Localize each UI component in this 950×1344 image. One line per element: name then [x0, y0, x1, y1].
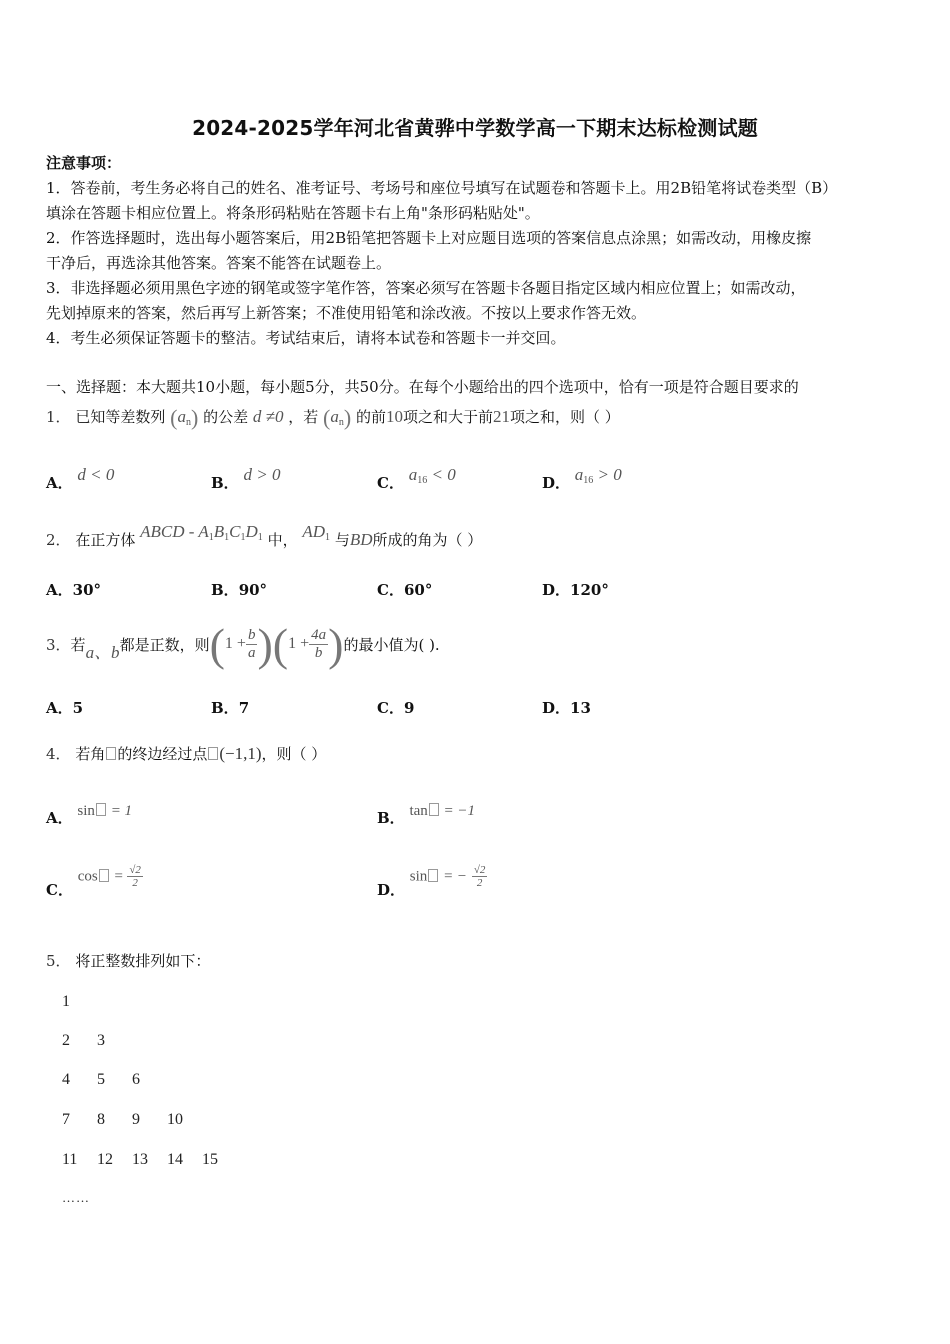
missing-glyph-icon: [106, 747, 116, 760]
question-number: 1．: [46, 408, 71, 426]
question-number: 4．: [46, 745, 71, 763]
option-b[interactable]: B．90°: [211, 581, 268, 599]
missing-glyph-icon: [208, 747, 218, 760]
option-a[interactable]: A． sin = 1: [46, 803, 133, 827]
missing-glyph-icon: [428, 869, 438, 882]
notice-line: 2．作答选择题时，选出每小题答案后，用2B铅笔把答题卡上对应题目选项的答案信息点涂黑；如需改动，用橡皮擦: [46, 229, 812, 247]
option-d[interactable]: D． $a_{16} > 0$: [542, 465, 622, 492]
fraction-b-over-a: $\frac{b}{a}$: [247, 626, 256, 661]
notice-line: 填涂在答题卡相应位置上。将条形码粘贴在答题卡右上角"条形码粘贴处"。: [46, 204, 540, 222]
question-2: 2． 在正方体 ABCD - $A_1B_1C_1D_1$ 中， $AD_1$ 与BD所成的角为（ ）: [46, 522, 483, 549]
option-d[interactable]: D． sin = − $\frac{√2}{2}$: [377, 864, 486, 899]
question-number: 2．: [46, 531, 71, 549]
notice-line: 干净后，再选涂其他答案。答案不能答在试题卷上。: [46, 254, 392, 272]
notice-heading: 注意事项：: [46, 154, 122, 172]
option-a[interactable]: A． d < 0: [46, 465, 115, 492]
missing-glyph-icon: [429, 803, 439, 816]
section-heading: 一、选择题：本大题共10小题，每小题5分，共50分。在每个小题给出的四个选项中，恰有一项是符合题目要求的: [46, 378, 799, 396]
question-number: 5．: [46, 952, 71, 970]
notice-line: 先划掉原来的答案，然后再写上新答案；不准使用铅笔和涂改液。不按以上要求作答无效。: [46, 304, 647, 322]
option-d[interactable]: D．13: [542, 699, 591, 717]
option-c[interactable]: C．60°: [377, 581, 433, 599]
missing-glyph-icon: [96, 803, 106, 816]
notice-line: 3．非选择题必须用黑色字迹的钢笔或签字笔作答，答案必须写在答题卡各题目指定区域内相应位置上；如需改动，: [46, 279, 806, 297]
fraction-4a-over-b: $\frac{4a}{b}$: [311, 626, 327, 661]
triangle-row: 11 12 13 14 15: [62, 1151, 218, 1168]
question-number: 3．: [46, 635, 71, 654]
option-b[interactable]: B． d > 0: [211, 465, 281, 492]
triangle-ellipsis: ……: [62, 1190, 90, 1205]
option-d[interactable]: D．120°: [542, 581, 609, 599]
triangle-row: 1: [62, 993, 70, 1010]
question-4: 4． 若角 的终边经过点 (−1,1)，则（ ）: [46, 744, 327, 763]
q1-condition: d ≠0: [252, 407, 284, 426]
option-c[interactable]: C．9: [377, 699, 415, 717]
missing-glyph-icon: [99, 869, 109, 882]
triangle-row: 2 3: [62, 1032, 105, 1049]
triangle-row: 4 5 6: [62, 1071, 140, 1088]
notice-line: 4．考生必须保证答题卡的整洁。考试结束后，请将本试卷和答题卡一并交回。: [46, 329, 566, 347]
option-b[interactable]: B． tan = −1: [377, 803, 476, 827]
q1-text: 已知等差数列: [75, 408, 166, 426]
option-b[interactable]: B．7: [211, 699, 250, 717]
question-1: 1． 已知等差数列 $(a_n)$ 的公差 d ≠0 ，若 $(a_n)$ 的前10项之和大于前21项之和，则（ ）: [46, 405, 620, 430]
notice-line: 1．答卷前，考生务必将自己的姓名、准考证号、考场号和座位号填写在试题卷和答题卡上。用2B铅笔将试卷类型（B）: [46, 179, 838, 197]
option-a[interactable]: A．5: [46, 699, 84, 717]
question-3: 3． 若 a、b 都是正数，则 ( 1 + $\frac{b}{a}$ ) ( 1 + $\frac{4a}{b}$ ) 的最小值为( ).: [46, 618, 440, 670]
question-5: 5． 将正整数排列如下：: [46, 952, 211, 970]
page-title: 2024-2025学年河北省黄骅中学数学高一下期末达标检测试题: [192, 116, 758, 140]
option-c[interactable]: C． cos = $\frac{√2}{2}$: [46, 864, 141, 899]
option-c[interactable]: C． $a_{16} < 0$: [377, 465, 456, 492]
option-a[interactable]: A．30°: [46, 581, 102, 599]
triangle-row: 7 8 9 10: [62, 1111, 183, 1128]
